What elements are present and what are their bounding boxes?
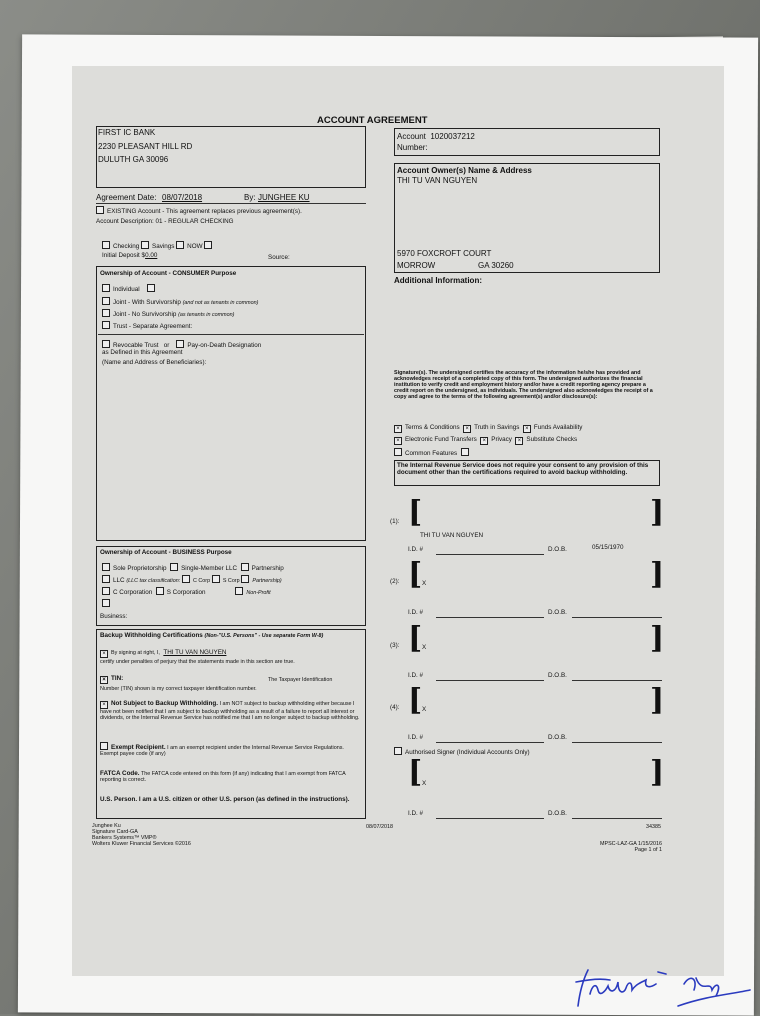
other-disclosure-checkbox[interactable] (461, 448, 469, 456)
as-defined: as Defined in this Agreement (102, 349, 183, 356)
initial-deposit-value: 0.00 (145, 252, 158, 259)
partnership-checkbox[interactable] (241, 563, 249, 571)
exempt-recipient: Exempt Recipient. I am an exempt recipient under the Internal Revenue Service Regulations. Exempt payee code (if any) (100, 744, 344, 758)
option-trust: Trust - Separate Agreement: (102, 321, 192, 330)
nonprofit-checkbox[interactable] (235, 587, 243, 595)
authorized-bracket-left: [ (408, 755, 423, 790)
footer-right: MPSC-LAZ-GA 1/15/2016 Page 1 of 1 (600, 841, 663, 853)
signer-2-dob-line (572, 617, 662, 618)
llc-checkbox[interactable] (102, 575, 110, 583)
footer-left: Junghee Ku Signature Card-GA Bankers Systems™ VMP® Wolters Kluwer Financial Services ©2016 (92, 823, 191, 847)
scorp-class-checkbox[interactable] (212, 575, 220, 583)
signer-4-id-line (436, 742, 544, 743)
agreement-date: 08/07/2018 (162, 193, 203, 202)
disclosure-row-2: ×Electronic Fund Transfers × Privacy × Substitute Checks (394, 436, 577, 445)
signer-3-dob-label: D.O.B. (548, 672, 567, 679)
trust-checkbox[interactable] (102, 321, 110, 329)
not-subject-checkbox[interactable] (100, 701, 108, 709)
signer-3-number: (3): (390, 642, 400, 649)
other-checkbox[interactable] (204, 241, 212, 249)
signer-4-bracket-left: [ (408, 683, 423, 718)
fatca-code: FATCA Code. The FATCA code entered on this form (if any) indicating that I am exempt from FATCA reporting is correct. (100, 770, 346, 784)
joint-no-survivorship-checkbox[interactable] (102, 309, 110, 317)
handwritten-signature (566, 960, 756, 1014)
tin-label: ×TIN: (100, 675, 123, 684)
existing-checkbox[interactable] (96, 206, 104, 214)
account-agreement-form (72, 66, 724, 976)
partnership-class-checkbox[interactable] (241, 575, 249, 583)
form-title: ACCOUNT AGREEMENT (317, 115, 428, 126)
signer-3-id-label: I.D. # (408, 672, 424, 679)
substitute-checks-checkbox[interactable] (515, 437, 523, 445)
signer-2-id-line (436, 617, 544, 618)
tin-desc-2: Number (TIN) shown is my correct taxpayer identification number. (100, 686, 257, 692)
individual-checkbox[interactable] (102, 284, 110, 292)
signer-4-dob-line (572, 742, 662, 743)
signer-2-x: X (422, 580, 427, 587)
us-person: U.S. Person. I am a U.S. citizen or other U.S. person (as defined in the instructions). (100, 796, 350, 803)
signer-4-x: X (422, 706, 427, 713)
authorized-signer-checkbox[interactable] (394, 747, 402, 755)
exempt-checkbox[interactable] (100, 742, 108, 750)
account-description: Account Description: 01 - REGULAR CHECKING (96, 218, 234, 225)
signer-3-dob-line (572, 680, 662, 681)
account-number: 1020037212 (430, 132, 475, 141)
signer-2-number: (2): (390, 578, 400, 585)
by-label: By: (244, 193, 256, 202)
disclosure-row-1: ×Terms & Conditions × Truth in Savings × Funds Availability (394, 424, 582, 433)
checking-checkbox[interactable] (102, 241, 110, 249)
bank-name: FIRST IC BANK (98, 128, 156, 137)
owner-city: MORROW (397, 261, 436, 270)
authorized-signer: Authorised Signer (Individual Accounts Only) (394, 747, 530, 756)
scorp-checkbox[interactable] (156, 587, 164, 595)
business-row-3: C Corporation S Corporation Non-Profit (102, 587, 271, 596)
account-types: Checking Savings NOW (102, 241, 215, 250)
signer-2-bracket-right: ] (650, 557, 665, 592)
consumer-ownership-box (96, 266, 366, 541)
funds-availability-checkbox[interactable] (523, 425, 531, 433)
eft-checkbox[interactable] (394, 437, 402, 445)
signer-1-dob-label: D.O.B. (548, 546, 567, 553)
backup-title: Backup Withholding Certifications (Non-"U.S. Persons" - Use separate Form W-8) (100, 632, 324, 639)
signer-1-name: THI TU VAN NGUYEN (420, 532, 484, 539)
signing-checkbox[interactable] (100, 650, 108, 658)
owner-state-zip: GA 30260 (478, 261, 514, 270)
authorized-bracket-right: ] (650, 755, 665, 790)
pod-checkbox[interactable] (176, 340, 184, 348)
revocable-checkbox[interactable] (102, 340, 110, 348)
authorized-dob-line (572, 818, 662, 819)
source-label: Source: (268, 254, 290, 261)
truth-savings-checkbox[interactable] (463, 425, 471, 433)
signer-1-number: (1): (390, 518, 400, 525)
disclosure-row-3: Common Features (394, 448, 472, 457)
signer-3-bracket-left: [ (408, 621, 423, 656)
signer-2-bracket-left: [ (408, 557, 423, 592)
agreement-date-label: Agreement Date: (96, 193, 157, 202)
business-ownership-box (96, 546, 366, 626)
owner-name: THI TU VAN NGUYEN (397, 176, 478, 185)
authorized-x: X (422, 780, 427, 787)
footer-date: 08/07/2018 (366, 824, 393, 830)
consumer-title: Ownership of Account - CONSUMER Purpose (100, 270, 237, 277)
business-label: Business: (100, 613, 128, 620)
backup-certify: certify under penalties of perjury that the statements made in this section are true. (100, 659, 295, 665)
business-row-2: LLC (LLC tax classification: C Corp S Corp Partnership) (102, 575, 282, 584)
existing-account: EXISTING Account - This agreement replaces previous agreement(s). (96, 206, 302, 215)
not-subject: ×Not Subject to Backup Withholding. I am NOT subject to backup withholding either because I have not been notified that I am subject to backup withholding as a result of a failure to report all interest or dividends, or the Internal Revenue Service has notified me that I am no longer subject to backup withholding. (100, 700, 362, 721)
ccorp-class-checkbox[interactable] (182, 575, 190, 583)
business-row-4 (102, 599, 113, 608)
signer-1-dob: 05/15/1970 (592, 544, 624, 551)
common-features-checkbox[interactable] (394, 448, 402, 456)
joint-survivorship-checkbox[interactable] (102, 297, 110, 305)
other-owner-checkbox[interactable] (147, 284, 155, 292)
divider (98, 334, 364, 335)
signer-1-bracket-left: [ (408, 495, 423, 530)
authorized-id-label: I.D. # (408, 810, 424, 817)
signer-4-number: (4): (390, 704, 400, 711)
tin-desc: The Taxpayer Identification (268, 677, 333, 683)
signer-2-dob-label: D.O.B. (548, 609, 567, 616)
bank-address-line1: 2230 PLEASANT HILL RD (98, 142, 193, 151)
bank-address-line2: DULUTH GA 30096 (98, 155, 169, 164)
terms-checkbox[interactable] (394, 425, 402, 433)
signer-1-id-label: I.D. # (408, 546, 424, 553)
account-number-label: Number: (397, 143, 428, 152)
signer-4-dob-label: D.O.B. (548, 734, 567, 741)
smllc-checkbox[interactable] (170, 563, 178, 571)
beneficiaries-label: (Name and Address of Beneficiaries): (102, 359, 207, 366)
owner-street: 5970 FOXCROFT COURT (397, 249, 492, 258)
divider (96, 203, 366, 204)
ccorp-checkbox[interactable] (102, 587, 110, 595)
signer-3-id-line (436, 680, 544, 681)
business-row-1: Sole Proprietorship Single-Member LLC Partnership (102, 563, 284, 572)
signer-3-x: X (422, 644, 427, 651)
by-name: JUNGHEE KU (258, 193, 310, 202)
option-joint-no-survivorship: Joint - No Survivorship (as tenants in common) (102, 309, 234, 318)
authorized-id-line (436, 818, 544, 819)
backup-signer-name: THI TU VAN NGUYEN (163, 649, 227, 656)
tin-checkbox[interactable] (100, 676, 108, 684)
option-revocable: Revocable Trust or Pay-on-Death Designation (102, 340, 261, 349)
backup-signing: ×By signing at right, I, THI TU VAN NGUYEN (100, 649, 226, 658)
business-title: Ownership of Account - BUSINESS Purpose (100, 549, 232, 556)
owner-box-label: Account Owner(s) Name & Address (397, 166, 532, 175)
account-label: Account 1020037212 (397, 132, 475, 141)
signer-1-bracket-right: ] (650, 495, 665, 530)
signer-1-id-line (436, 554, 544, 555)
signer-2-id-label: I.D. # (408, 609, 424, 616)
irs-notice: The Internal Revenue Service does not require your consent to any provision of this document other than the certifications required to avoid backup withholding. (397, 462, 649, 477)
signer-4-id-label: I.D. # (408, 734, 424, 741)
savings-checkbox[interactable] (141, 241, 149, 249)
signer-3-bracket-right: ] (650, 621, 665, 656)
additional-info-label: Additional Information: (394, 276, 482, 285)
now-checkbox[interactable] (176, 241, 184, 249)
option-joint-survivorship: Joint - With Survivorship (and not as tenants in common) (102, 297, 258, 306)
initial-deposit: Initial Deposit $0.00 (102, 252, 158, 259)
option-individual: Individual (102, 284, 158, 293)
other-business-checkbox[interactable] (102, 599, 110, 607)
footer-code: 34385 (646, 824, 661, 830)
signer-4-bracket-right: ] (650, 683, 665, 718)
privacy-checkbox[interactable] (480, 437, 488, 445)
authorized-dob-label: D.O.B. (548, 810, 567, 817)
signature-certification: Signature(s). The undersigned certifies the accuracy of the information he/she has provided and acknowledges receipt of a completed copy of this form. The undersigned authorizes the financial institution to verify credit and employment history and/or have a credit reporting agency prepare a credit report on the undersigned, as individuals. The undersigned also acknowledges the receipt of a copy and agree to the terms of the following agreement(s) and/or disclosure(s): (394, 370, 653, 401)
sole-prop-checkbox[interactable] (102, 563, 110, 571)
